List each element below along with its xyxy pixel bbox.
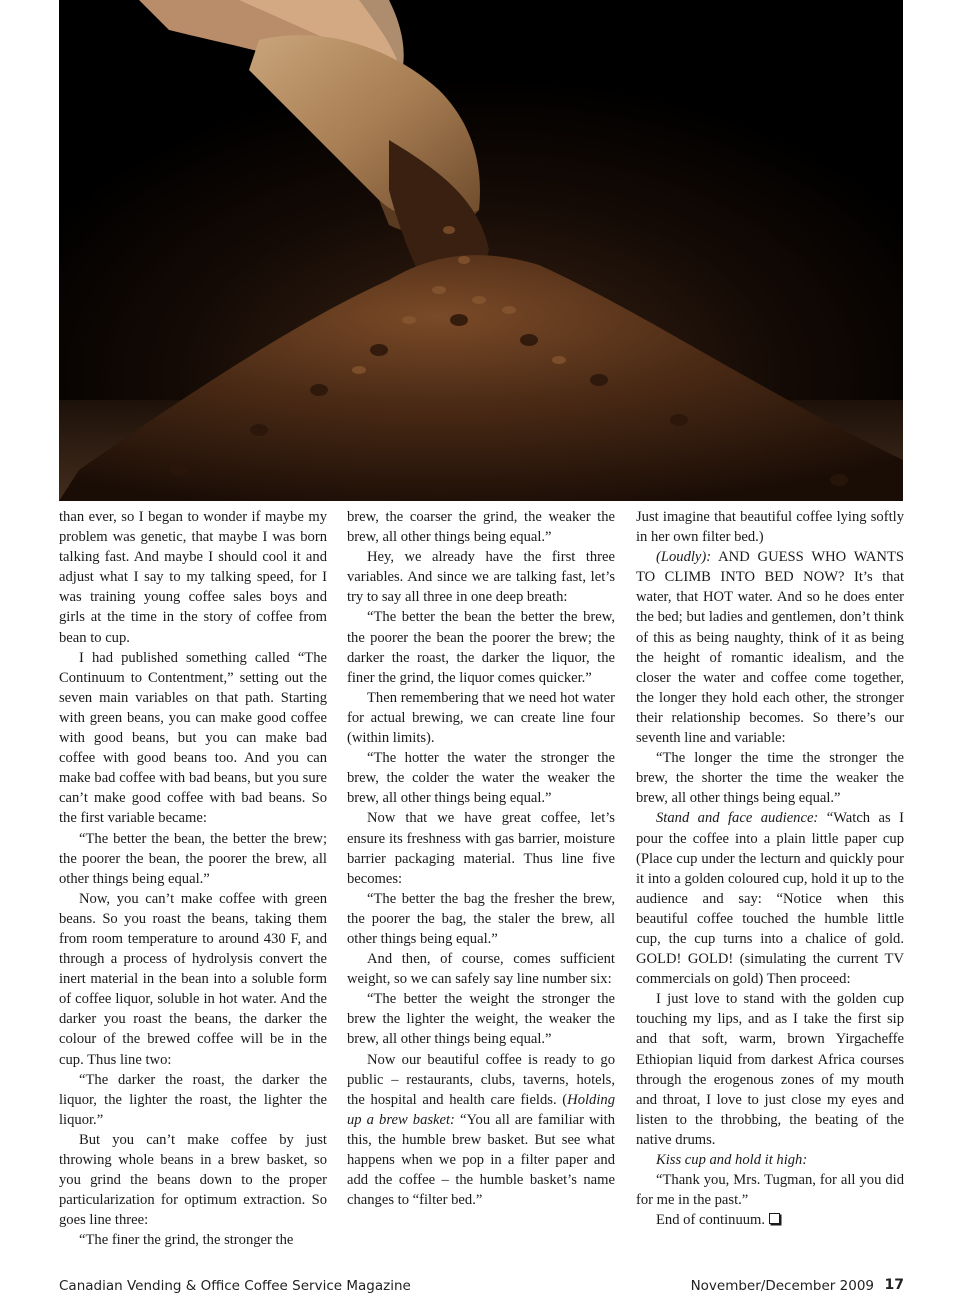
paragraph: “The better the bag the fresher the brew, the poorer the bag, the staler the brew, all other things being equal.”: [347, 890, 615, 947]
paragraph: [636, 1150, 904, 1170]
paragraph: Just imagine that beautiful coffee lying softly in her own filter bed.): [636, 509, 904, 546]
issue-date: November/December 2009: [690, 1278, 874, 1294]
paragraph: But you can’t make coffee by just throwing whole beans in a brew basket, so you grind the beans down to the proper particularization for optimum extraction. So goes line three:: [59, 1131, 327, 1229]
paragraph: “The hotter the water the stronger the brew, the colder the water the weaker the brew, all other things being equal.”: [347, 750, 615, 807]
paragraph: “The better the bean, the better the brew; the poorer the bean, the poorer the brew, all other things being equal.”: [59, 830, 327, 887]
paragraph: Then remembering that we need hot water for actual brewing, we can create line four (within limits).: [347, 689, 615, 747]
paragraph: “The better the bean the better the brew, the poorer the bean the poorer the brew; the darker the roast, the darker the liquor, the finer the grind, the liquor comes quicker.”: [347, 609, 615, 686]
stage-direction: Stand and face audience:: [656, 810, 819, 827]
paragraph: I just love to stand with the golden cup touching my lips, and as I take the first sip and that soft, warm, brown Yirgacheffe Ethiopian liquid from darkest Africa courses through the erogenous zones of my mouth and throat, I love to just close my eyes and listen to the throbbing, the beating of the native drums.: [636, 991, 904, 1148]
paragraph: “The darker the roast, the darker the liquor, the lighter the roast, the lighter the liquor.”: [59, 1071, 327, 1128]
coffee-beans-photo: [59, 0, 903, 501]
paragraph: Now, you can’t make coffee with green beans. So you roast the beans, taking them from room temperature to around 430 F, and through a process of hydrolysis convert the inert material in the bean into a soluble form of coffee liquor, soluble in hot water. And the darker you roast the beans, the darker the colour of the brewed coffee will be in the cup. Thus line two:: [59, 890, 327, 1068]
stage-direction: Kiss cup and hold it high:: [656, 1152, 808, 1168]
paragraph: [636, 808, 904, 989]
paragraph: “The longer the time the stronger the brew, the shorter the time the weaker the brew, all other things being equal.”: [636, 750, 904, 807]
paragraph: And then, of course, comes sufficient weight, so we can safely say line number six:: [347, 951, 615, 988]
paragraph: [636, 547, 904, 748]
paragraph-text: “Watch as I pour the coffee into a plain little paper cup (Place cup under the lecturn and quickly pour it into a golden coloured cup, hold it up to the audience and say: “Notice when this beautiful coffee touched the humble little cup, the cup turns into a chalice of gold. GOLD! GOLD! (simulating the current TV commercials on gold) Then proceed:: [636, 810, 904, 988]
article-column-2: [347, 507, 615, 1210]
paragraph-text: Now our beautiful coffee is ready to go public – restaurants, clubs, taverns, hotels, the hospital and health care fields. (: [347, 1051, 615, 1108]
paragraph-text: “You all are familiar with this, the humble brew basket. But see what happens when we pop in a filter paper and add the coffee – the humble basket’s name changes to “filter bed.”: [347, 1111, 615, 1209]
page-number: 17: [884, 1277, 904, 1293]
paragraph: Hey, we already have the first three variables. And since we are talking fast, let’s try to say all three in one deep breath:: [347, 549, 615, 606]
stage-direction: (Loudly):: [656, 549, 712, 566]
page-footer: [59, 1278, 904, 1298]
magazine-name: Canadian Vending & Office Coffee Service Magazine: [59, 1278, 411, 1294]
paragraph: “The better the weight the stronger the brew the lighter the weight, the weaker the brew, all other things being equal.”: [347, 991, 615, 1048]
paragraph: “The finer the grind, the stronger the: [79, 1232, 294, 1249]
paragraph: Now that we have great coffee, let’s ensure its freshness with gas barrier, moisture barrier packaging material. Thus line five becomes:: [347, 810, 615, 887]
article-column-1: [59, 507, 327, 1250]
end-mark-icon: [769, 1213, 780, 1224]
paragraph-text: End of continuum.: [656, 1212, 766, 1229]
article-column-3: [636, 507, 904, 1230]
paragraph: “Thank you, Mrs. Tugman, for all you did for me in the past.”: [636, 1172, 904, 1209]
paragraph: than ever, so I began to wonder if maybe my problem was genetic, that maybe I was born talking fast. And maybe I should cool it and adjust what I say to my talking speed, for I was training young coffee sales boys and girls at the time in the story of coffee from bean to cup.: [59, 509, 327, 646]
stage-direction: Holding up a brew basket:: [347, 1091, 615, 1128]
paragraph: brew, the coarser the grind, the weaker the brew, all other things being equal.”: [347, 509, 615, 546]
coffee-beans-scoop-photo: [59, 0, 903, 501]
paragraph: I had published something called “The Continuum to Contentment,” setting out the seven main variables on that path. Starting with green beans, you can make good coffee with good beans, but you can make bad coffee with good beans too. And you can make bad coffee with bad beans, but you sure can’t make good coffee with bad beans. So the first variable became:: [59, 649, 327, 827]
paragraph: [347, 1050, 615, 1211]
paragraph-text: AND GUESS WHO WANTS TO CLIMB INTO BED NOW? It’s that water, that HOT water. And so he does enter the bed; but ladies and gentlemen, don’t think of this as being naughty, think of it as being the height of romantic idealism, and the closer the water and coffee come together, the longer they hold each other, the stronger their relationship becomes. So there’s our seventh line and variable:: [636, 549, 904, 747]
article-body: [59, 507, 904, 1255]
paragraph: [636, 1210, 904, 1230]
